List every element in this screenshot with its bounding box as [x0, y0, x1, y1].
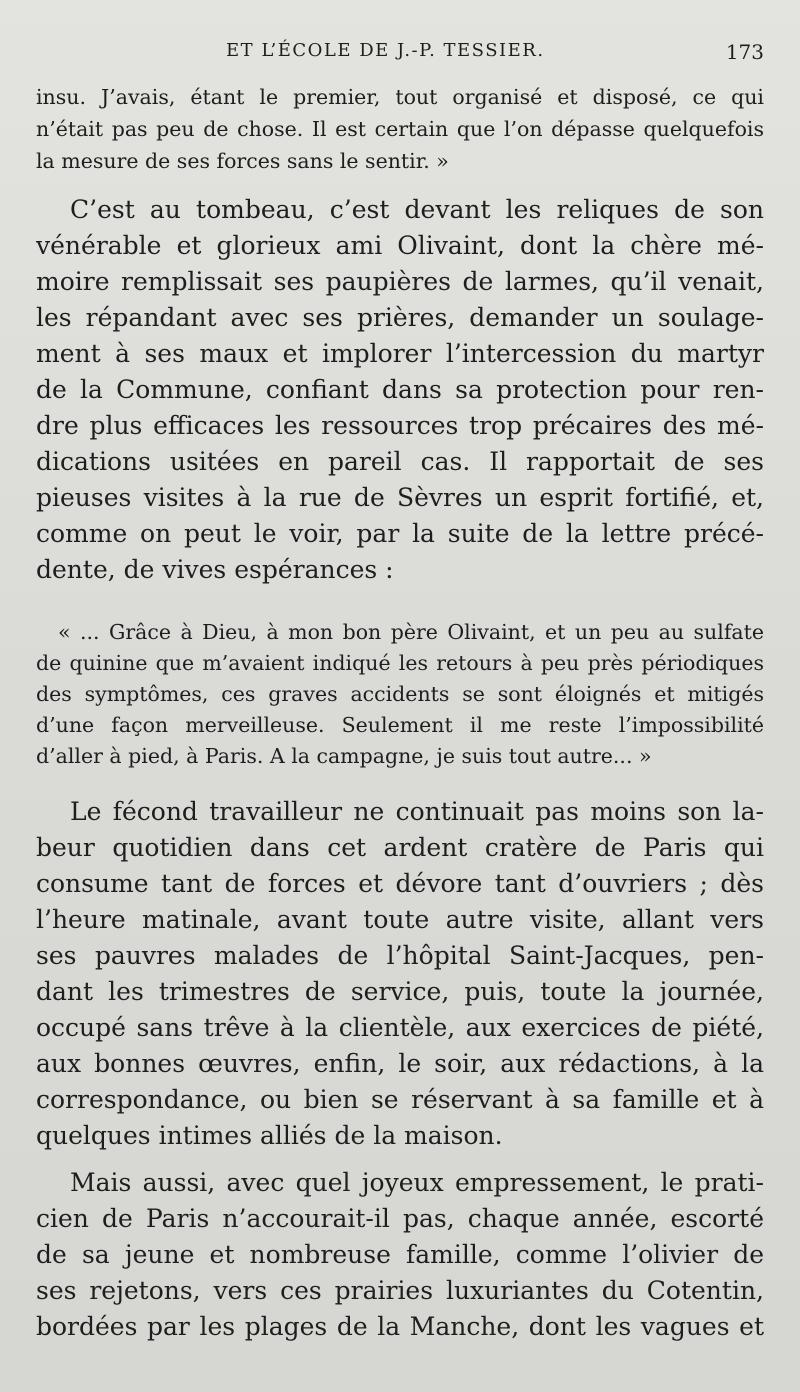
text-line: d’aller à pied, à Paris. A la campagne, je suis tout autre... »: [36, 744, 652, 768]
page-header: [36, 40, 764, 70]
text-line: cien de Paris n’accourait-il pas, chaque année, escorté: [36, 1204, 764, 1233]
quoted-letter: [36, 617, 764, 772]
text-line: Mais aussi, avec quel joyeux empressement, le prati-: [70, 1168, 764, 1197]
running-title: ET L’ÉCOLE DE J.-P. TESSIER.: [226, 40, 545, 61]
text-line: quelques intimes alliés de la maison.: [36, 1121, 503, 1150]
text-line: insu. J’avais, étant le premier, tout organisé et disposé, ce qui: [36, 85, 764, 109]
text-line: pieuses visites à la rue de Sèvres un esprit fortifié, et,: [36, 483, 764, 512]
text-line: ses rejetons, vers ces prairies luxuriantes du Cotentin,: [36, 1276, 764, 1305]
page-number: 173: [725, 40, 764, 64]
text-line: ses pauvres malades de l’hôpital Saint-Jacques, pen-: [36, 941, 764, 970]
text-line: les répandant avec ses prières, demander un soulage-: [36, 303, 764, 332]
paragraph-worker: [36, 794, 764, 1154]
text-line: bordées par les plages de la Manche, dont les vagues et: [36, 1312, 764, 1341]
text-line: correspondance, ou bien se réservant à sa famille et à: [36, 1085, 764, 1114]
text-line: de la Commune, confiant dans sa protection pour ren-: [36, 375, 764, 404]
text-line: comme on peut le voir, par la suite de la lettre précé-: [36, 519, 764, 548]
text-line: l’heure matinale, avant toute autre visite, allant vers: [36, 905, 764, 934]
paragraph-letter-end: [36, 81, 764, 177]
text-line: d’une façon merveilleuse. Seulement il me reste l’impossibilité: [36, 713, 764, 737]
paragraph-tomb: [36, 192, 764, 588]
text-line: vénérable et glorieux ami Olivaint, dont la chère mé-: [36, 231, 764, 260]
text-line: des symptômes, ces graves accidents se sont éloignés et mitigés: [36, 682, 764, 706]
text-line: C’est au tombeau, c’est devant les reliques de son: [70, 195, 764, 224]
text-line: dente, de vives espérances :: [36, 555, 394, 584]
text-line: n’était pas peu de chose. Il est certain que l’on dépasse quelquefois: [36, 117, 764, 141]
text-line: de quinine que m’avaient indiqué les retours à peu près périodiques: [36, 651, 764, 675]
text-line: « ... Grâce à Dieu, à mon bon père Olivaint, et un peu au sulfate: [58, 620, 764, 644]
text-line: aux bonnes œuvres, enfin, le soir, aux rédactions, à la: [36, 1049, 764, 1078]
text-line: dications usitées en pareil cas. Il rapportait de ses: [36, 447, 764, 476]
text-line: dant les trimestres de service, puis, toute la journée,: [36, 977, 764, 1006]
text-line: ment à ses maux et implorer l’intercession du martyr: [36, 339, 764, 368]
text-line: occupé sans trêve à la clientèle, aux exercices de piété,: [36, 1013, 764, 1042]
text-line: dre plus efficaces les ressources trop précaires des mé-: [36, 411, 764, 440]
text-line: moire remplissait ses paupières de larmes, qu’il venait,: [36, 267, 764, 296]
text-line: Le fécond travailleur ne continuait pas moins son la-: [70, 797, 764, 826]
text-line: beur quotidien dans cet ardent cratère de Paris qui: [36, 833, 764, 862]
text-line: de sa jeune et nombreuse famille, comme l’olivier de: [36, 1240, 764, 1269]
paragraph-cotentin: [36, 1165, 764, 1345]
text-line: consume tant de forces et dévore tant d’ouvriers ; dès: [36, 869, 764, 898]
text-line: la mesure de ses forces sans le sentir. »: [36, 149, 449, 173]
